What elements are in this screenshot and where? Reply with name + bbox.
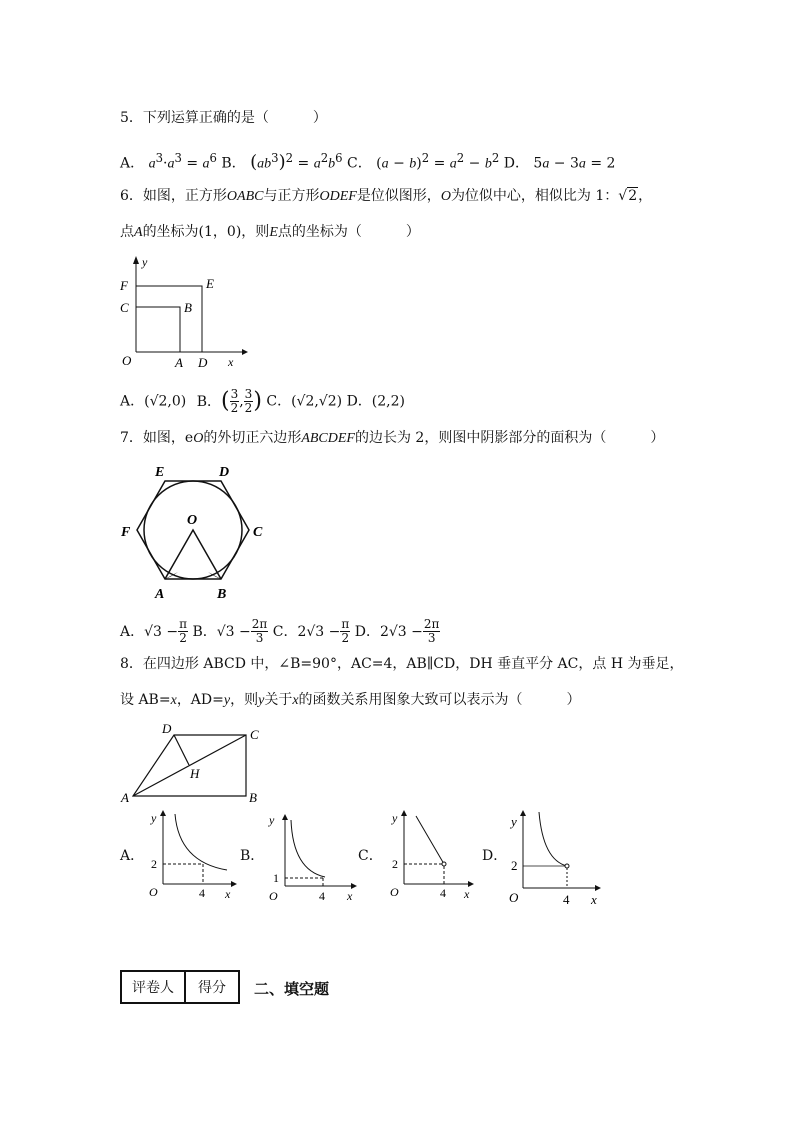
q6-option-b: B． — [196, 393, 221, 410]
q6-stem-line1: 6．如图，正方形OABC与正方形ODEF是位似图形，O为位似中心，相似比为 1：√2， — [120, 188, 653, 204]
q7-option-c: C．2√3 − $\frac{\pi}{2}$ — [272, 617, 350, 645]
svg-text:y: y — [269, 813, 275, 827]
q5-stem: 5．下列运算正确的是（ ） — [120, 110, 327, 126]
q5-option-c: C． — [346, 155, 372, 172]
q6-stem-line2: 点A的坐标为(1，0)，则E点的坐标为（ ） — [120, 224, 420, 240]
q6-option-d: D．(2,2) — [346, 393, 405, 410]
q5-options: A． $a^3\cdot a^3 = a^6$ B． $(ab^3)^2 = a^2b^6$ C． $(a - b)^2 = a^2 - b^2$ D． 5a − 3a = 2 — [120, 151, 616, 173]
q8-option-c-label: C． — [358, 848, 383, 864]
q8-graph-b — [265, 812, 360, 904]
svg-text:x: x — [225, 887, 231, 900]
svg-text:y: y — [392, 811, 398, 825]
svg-text:1: 1 — [273, 871, 279, 885]
q7-stem: 7．如图，eO的外切正六边形ABCDEF的边长为 2，则图中阴影部分的面积为（ ） — [120, 430, 665, 446]
svg-text:2: 2 — [392, 857, 398, 871]
q8-label-B: B — [249, 790, 257, 805]
svg-text:O: O — [149, 885, 158, 899]
svg-text:x: x — [591, 892, 597, 907]
q5-option-d: D． — [503, 155, 529, 172]
q6-figure — [112, 252, 252, 374]
q7-label-D: D — [219, 465, 230, 480]
q8-label-C: C — [250, 727, 259, 742]
svg-text:O: O — [509, 890, 519, 905]
svg-text:2: 2 — [511, 858, 518, 873]
q7-label-F: F — [121, 525, 131, 540]
q7-label-A: A — [155, 587, 165, 602]
q6-label-B: B — [184, 300, 192, 315]
q6-option-a: A．(√2,0) — [120, 393, 187, 410]
q8-option-b-label: B． — [240, 848, 265, 864]
q7-option-d: D．2√3 − $\frac{2\pi}{3}$ — [354, 617, 440, 645]
q6-option-c: C．(√2,√2) — [266, 393, 343, 410]
q8-figure — [118, 720, 268, 808]
q6-label-x: x — [228, 355, 234, 369]
reviewer-cell: 评卷人 — [121, 971, 185, 1003]
score-table — [120, 970, 240, 1004]
q6-label-F: F — [120, 278, 128, 293]
q6-options: A．(√2,0) B．( $\frac{3}{2}$ , $\frac{3}{2}$ ) C．(√2,√2) D．(2,2) — [120, 387, 405, 415]
svg-text:x: x — [464, 887, 470, 900]
q6-label-y: y — [142, 255, 148, 269]
q5-option-b: B． — [221, 155, 246, 172]
svg-text:4: 4 — [440, 886, 446, 900]
q8-label-A: A — [121, 790, 129, 805]
q7-options — [120, 618, 440, 645]
q8-graph-a — [145, 808, 240, 900]
q8-label-D: D — [162, 721, 172, 736]
q8-label-H: H — [190, 766, 200, 781]
q8-option-a-label: A． — [120, 848, 145, 864]
score-cell: 得分 — [185, 971, 239, 1003]
q7-figure — [115, 458, 275, 606]
svg-text:4: 4 — [199, 886, 205, 900]
svg-text:y: y — [511, 814, 517, 829]
svg-text:4: 4 — [563, 892, 570, 907]
q8-graph-d — [505, 808, 605, 908]
q8-stem-line2: 设 AB=x，AD=y，则y关于x的函数关系用图象大致可以表示为（ ） — [120, 692, 581, 708]
q7-option-b: B．√3 − $\frac{2\pi}{3}$ — [192, 617, 268, 645]
svg-text:O: O — [390, 885, 399, 899]
q6-label-A: A — [175, 355, 183, 370]
q7-label-O: O — [187, 513, 198, 528]
q7-label-C: C — [253, 525, 263, 540]
svg-text:4: 4 — [319, 889, 325, 903]
q6-label-O: O — [122, 353, 132, 368]
svg-text:y: y — [151, 811, 157, 825]
section-title: 二、填空题 — [254, 980, 330, 998]
q8-option-d-label: D． — [482, 848, 508, 864]
svg-text:x: x — [347, 889, 353, 903]
q7-label-E: E — [155, 465, 165, 480]
q7-label-B: B — [217, 587, 227, 602]
q8-stem-line1: 8．在四边形 ABCD 中，∠B=90°，AC=4，AB∥CD，DH 垂直平分 AC，点 H 为垂足， — [120, 656, 684, 672]
q8-graph-c — [386, 808, 481, 900]
q6-label-D: D — [198, 355, 208, 370]
q6-label-C: C — [120, 300, 129, 315]
q6-label-E: E — [206, 276, 214, 291]
q7-option-a: A．√3 − $\frac{\pi}{2}$ — [120, 617, 188, 645]
q5-option-a: A． — [120, 155, 145, 172]
svg-text:O: O — [269, 889, 278, 903]
svg-text:2: 2 — [151, 857, 157, 871]
